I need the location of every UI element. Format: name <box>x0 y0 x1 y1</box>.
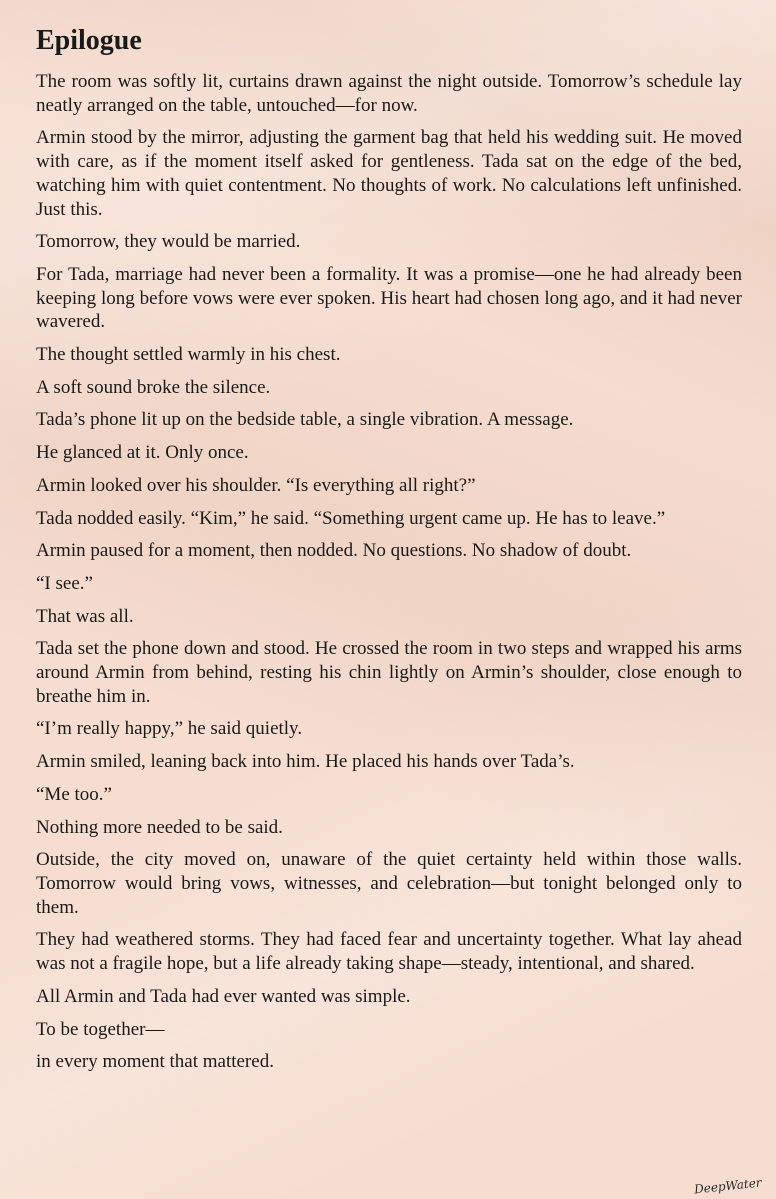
paragraph: They had weathered storms. They had faced fear and uncertainty together. What lay ahead was not a fragile hope, but a life already taking shape—steady, intentional, and shared. <box>36 929 742 975</box>
paragraph: Tomorrow, they would be married. <box>36 231 301 253</box>
paragraph: Armin stood by the mirror, adjusting the garment bag that held his wedding suit. He moved with care, as if the moment itself asked for gentleness. Tada sat on the edge of the bed, watching him with quiet contentment. No thoughts of work. No calculations left unfinished. Just this. <box>36 127 742 220</box>
paragraph: Tada set the phone down and stood. He crossed the room in two steps and wrapped his arms around Armin from behind, resting his chin lightly on Armin’s shoulder, close enough to breathe him in. <box>36 638 742 707</box>
paragraph: Tada’s phone lit up on the bedside table, a single vibration. A message. <box>36 409 574 431</box>
paragraph: “Me too.” <box>36 783 112 805</box>
story-body <box>36 70 742 1074</box>
paragraph: Nothing more needed to be said. <box>36 816 283 838</box>
artist-signature: DeepWater <box>693 1175 763 1197</box>
paragraph: All Armin and Tada had ever wanted was simple. <box>36 985 411 1007</box>
paragraph: “I’m really happy,” he said quietly. <box>36 718 303 740</box>
paragraph: To be together— <box>36 1018 165 1040</box>
paragraph: Armin smiled, leaning back into him. He placed his hands over Tada’s. <box>36 751 575 773</box>
page-title: Epilogue <box>36 25 142 56</box>
paragraph: in every moment that mattered. <box>36 1051 274 1073</box>
paragraph: Armin looked over his shoulder. “Is everything all right?” <box>36 474 476 496</box>
paragraph: A soft sound broke the silence. <box>36 376 271 398</box>
paragraph: For Tada, marriage had never been a formality. It was a promise—one he had already been keeping long before vows were ever spoken. His heart had chosen long ago, and it had never wavered. <box>36 263 742 333</box>
paragraph: The thought settled warmly in his chest. <box>36 344 341 366</box>
paragraph: Outside, the city moved on, unaware of the quiet certainty held within those walls. Tomorrow would bring vows, witnesses, and celebration—but tonight belonged only to them. <box>36 849 742 918</box>
paragraph: Armin paused for a moment, then nodded. No questions. No shadow of doubt. <box>36 540 632 562</box>
paragraph: Tada nodded easily. “Kim,” he said. “Something urgent came up. He has to leave.” <box>36 507 666 529</box>
paragraph: He glanced at it. Only once. <box>36 442 249 464</box>
paragraph: “I see.” <box>36 572 93 594</box>
page-content <box>36 22 742 1083</box>
paragraph: The room was softly lit, curtains drawn against the night outside. Tomorrow’s schedule lay neatly arranged on the table, untouched—for now. <box>36 71 742 116</box>
paragraph: That was all. <box>36 605 134 627</box>
